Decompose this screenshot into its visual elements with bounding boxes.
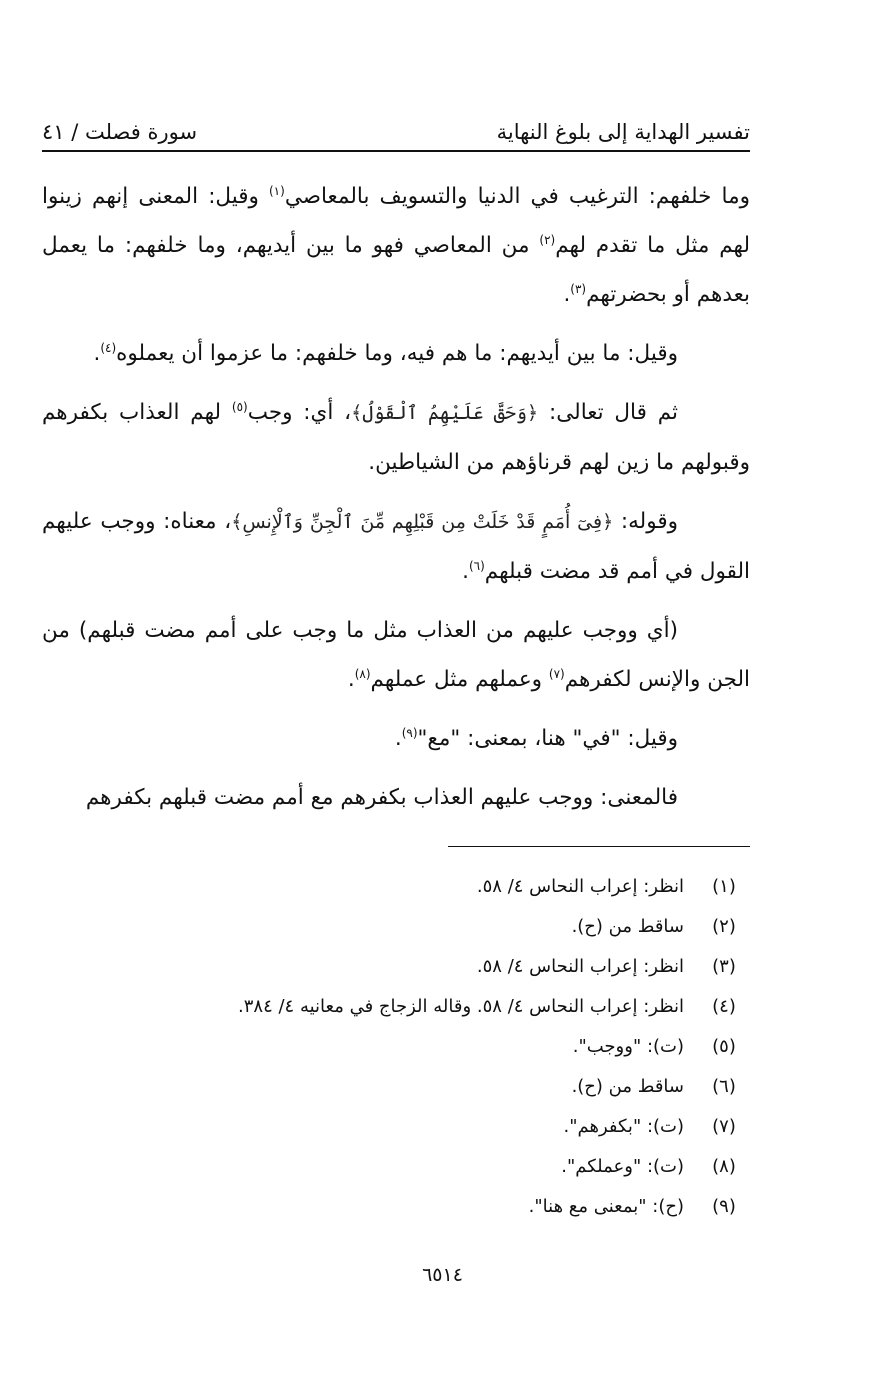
footnote-number: (٨) [712,1156,736,1177]
footnote-number: (٣) [712,956,736,977]
text-span: لهم العذاب بكفرهم وقبولهم ما زين لهم قرناؤهم من الشياطين. [42,400,750,475]
footnote-number: (٧) [712,1116,736,1137]
footnote-text: انظر: إعراب النحاس ٤/ ٥٨. [476,876,684,897]
footnote-item [42,868,750,908]
footnote-rule [448,846,750,847]
text-span: . [563,282,571,307]
paragraph-6 [42,714,750,763]
quran-verse: ﴿وَحَقَّ عَلَيْهِمُ ٱلْقَوْلُ﴾ [351,402,539,424]
footnotes-list [42,868,750,1228]
footnote-ref-4: (٤) [100,340,117,355]
footnote-item [42,1148,750,1188]
text-span: من المعاصي فهو ما بين أيديهم، وما خلفهم: ما يعمل بعدهم أو بحضرتهم [42,233,750,307]
footnote-ref-1: (١) [268,183,285,198]
paragraph-1 [42,172,750,319]
footnote-number: (٢) [712,916,736,937]
footnote-item [42,908,750,948]
footnote-text: ساقط من (ح). [571,1076,684,1097]
footnote-ref-9: (٩) [401,725,418,740]
footnote-ref-7: (٧) [548,666,565,681]
footnote-number: (٦) [712,1076,736,1097]
footnote-ref-2: (٢) [539,232,556,247]
text-span: وقيل: ما بين أيديهم: ما هم فيه، وما خلفهم: ما عزموا أن يعملوه [116,341,678,366]
footnote-text: (ت): "وعملكم". [561,1156,684,1177]
paragraph-4 [42,497,750,596]
main-text [42,172,750,832]
footnote-text: (ت): "ووجب". [572,1036,684,1057]
footnote-text: (ت): "بكفرهم". [563,1116,684,1137]
text-span: ثم قال تعالى: [538,400,678,425]
paragraph-2 [42,329,750,378]
book-title: تفسير الهداية إلى بلوغ النهاية [496,120,750,144]
text-span: وما خلفهم: الترغيب في الدنيا والتسويف بالمعاصي [284,184,750,209]
text-span: . [462,559,469,584]
footnote-ref-8: (٨) [354,666,371,681]
footnote-ref-3: (٣) [570,281,587,296]
footnote-ref-6: (٦) [468,558,485,573]
running-header [42,112,750,144]
footnote-item [42,988,750,1028]
footnote-item [42,1188,750,1228]
text-span: . [93,341,101,366]
page-number: ٦٥١٤ [422,1264,463,1286]
footnote-text: (ح): "بمعنى مع هنا". [528,1196,684,1217]
quran-verse: ﴿فِىٓ أُمَمٍ قَدْ خَلَتْ مِن قَبْلِهِم مِّنَ ٱلْجِنِّ وَٱلْإِنسِ﴾ [231,511,614,533]
footnote-number: (٩) [712,1196,736,1217]
paragraph-7 [42,773,750,822]
paragraph-3 [42,388,750,487]
footnote-ref-5: (٥) [231,399,248,414]
text-span: وقيل: المعنى إنهم زينوا لهم مثل ما تقدم لهم [42,184,751,258]
text-span: (أي ووجب عليهم من العذاب مثل ما وجب على أمم مضت قبلهم) من الجن والإنس لكفرهم [42,618,750,692]
text-span: وقيل: "في" هنا، بمعنى: "مع" [417,726,678,751]
header-rule [42,150,750,152]
text-span: ، أي: وجب [247,400,352,425]
text-span: . [347,667,355,692]
surah-info: سورة فصلت / ٤١ [42,120,198,144]
footnote-item [42,1108,750,1148]
text-span: وقوله: [613,509,678,534]
footnote-text: انظر: إعراب النحاس ٤/ ٥٨. وقاله الزجاج في معانيه ٤/ ٣٨٤. [238,996,684,1017]
paragraph-5 [42,606,750,704]
text-span: فالمعنى: ووجب عليهم العذاب بكفرهم مع أمم مضت قبلهم بكفرهم [85,785,678,810]
text-span: وعملهم مثل عملهم [370,667,549,692]
text-span: ، معناه: ووجب عليهم القول في أمم قد مضت قبلهم [42,509,750,584]
footnote-text: ساقط من (ح). [571,916,684,937]
footnote-item [42,1068,750,1108]
footnote-item [42,948,750,988]
footnote-number: (١) [712,876,736,897]
footnote-item [42,1028,750,1068]
text-span: . [394,726,402,751]
footnote-number: (٥) [712,1036,736,1057]
footnote-number: (٤) [712,996,736,1017]
footnote-text: انظر: إعراب النحاس ٤/ ٥٨. [476,956,684,977]
